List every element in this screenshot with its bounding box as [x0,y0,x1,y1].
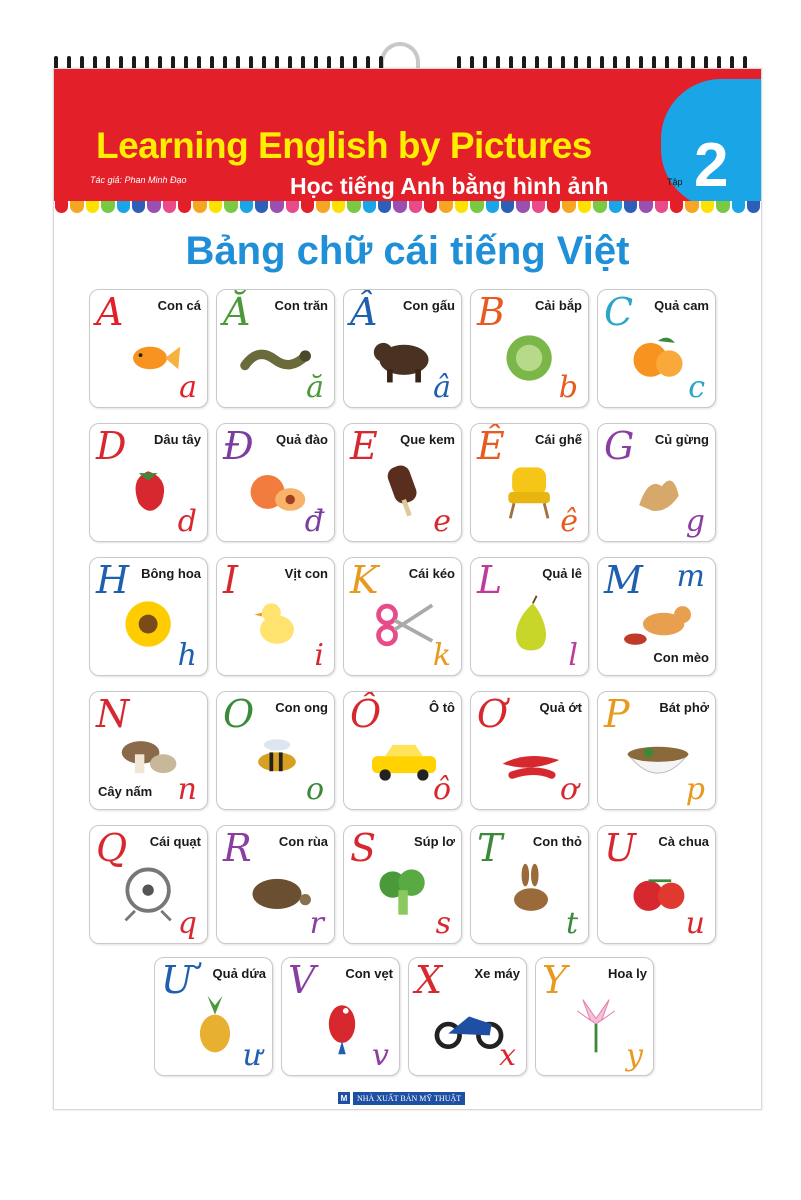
scallop-segment [332,201,345,213]
rabbit-icon [493,860,569,926]
word-label: Quả lê [542,566,582,581]
uppercase-letter: S [350,826,377,870]
lowercase-letter: u [685,906,705,941]
letter-card [597,825,716,944]
word-label: Con mèo [653,650,709,665]
scallop-segment [455,201,468,213]
word-label: Con cá [157,298,201,313]
uppercase-letter: G [604,424,635,468]
alphabet-poster [53,68,762,1110]
scallop-segment [270,201,283,213]
word-label: Cà chua [658,834,709,849]
lowercase-letter: â [433,370,451,405]
lowercase-letter: p [685,772,705,807]
word-label: Cái kéo [408,566,455,581]
scallop-segment [486,201,499,213]
word-label: Hoa ly [607,966,647,981]
parrot-icon [304,992,380,1058]
scallop-segment [316,201,329,213]
letter-card [470,825,589,944]
letter-card [343,557,462,676]
letter-card [216,825,335,944]
uppercase-letter: Đ [223,424,254,468]
scallop-segment [547,201,560,213]
scallop-segment [286,201,299,213]
word-label: Con gấu [403,298,455,313]
letter-card [89,825,208,944]
scallop-segment [255,201,268,213]
scallop-segment [209,201,222,213]
word-label: Dâu tây [154,432,201,447]
scallop-segment [132,201,145,213]
lowercase-letter: b [558,370,578,405]
scallop-segment [101,201,114,213]
scallop-segment [178,201,191,213]
lowercase-letter: i [314,638,324,673]
uppercase-letter: N [96,692,130,736]
publisher-logo: M [338,1092,350,1104]
publisher-name: NHÀ XUẤT BẢN MỸ THUẬT [353,1092,465,1105]
word-label: Cải bắp [535,298,582,313]
letter-card [216,691,335,810]
scallop-segment [578,201,591,213]
uppercase-letter: R [223,826,252,870]
word-label: Ô tô [429,700,455,715]
letter-card [343,691,462,810]
scallop-segment [685,201,698,213]
lowercase-letter: a [179,370,197,405]
uppercase-letter: K [350,558,379,602]
letter-card [470,423,589,542]
volume-number: 2 [694,131,729,200]
lowercase-letter: e [433,504,451,539]
lowercase-letter: đ [304,504,324,539]
letter-card [470,691,589,810]
uppercase-letter: Ô [350,692,382,736]
volume-label: Tập [667,177,683,187]
uppercase-letter: T [477,826,503,870]
letter-card [154,957,273,1076]
scallop-segment [224,201,237,213]
scallop-segment [409,201,422,213]
uppercase-letter: C [604,290,634,334]
uppercase-letter: A [96,290,124,334]
letter-card [281,957,400,1076]
word-label: Con ong [275,700,328,715]
uppercase-letter: H [96,558,130,602]
lowercase-letter: m [676,559,705,594]
lowercase-letter: ă [306,370,324,405]
lowercase-letter: n [177,772,197,807]
letter-card [597,423,716,542]
scallop-segment [655,201,668,213]
scallop-segment [516,201,529,213]
broccoli-icon [366,860,442,926]
word-label: Cây nấm [98,784,153,799]
motorbike-icon [431,992,507,1058]
scallop-segment [439,201,452,213]
scallop-segment [609,201,622,213]
bear-icon [366,324,442,390]
scallop-segment [470,201,483,213]
duckling-icon [239,592,315,658]
poster-header [54,69,761,201]
lowercase-letter: ơ [559,772,578,807]
uppercase-letter: Ê [477,424,505,468]
word-label: Xe máy [474,966,520,981]
scallop-segment [393,201,406,213]
lowercase-letter: h [177,638,197,673]
letter-card [597,691,716,810]
scallop-segment [86,201,99,213]
scallop-segment [363,201,376,213]
uppercase-letter: Y [542,958,568,1002]
lowercase-letter: q [177,906,197,941]
letter-card [343,289,462,408]
letter-card [470,289,589,408]
pho-bowl-icon [620,726,696,792]
lowercase-letter: r [309,906,324,941]
lily-icon [558,992,634,1058]
word-label: Quả ớt [539,700,582,715]
goldfish-icon [112,324,188,390]
uppercase-letter: X [415,958,443,1002]
letter-card [597,557,716,676]
scallop-segment [732,201,745,213]
scallop-segment [347,201,360,213]
letter-card [89,423,208,542]
scallop-segment [301,201,314,213]
uppercase-letter: Ư [161,958,194,1002]
lowercase-letter: k [432,638,451,673]
lowercase-letter: x [499,1038,516,1073]
scallop-segment [670,201,683,213]
scallop-segment [532,201,545,213]
scallop-segment [716,201,729,213]
word-label: Quả cam [654,298,709,313]
letter-card [408,957,527,1076]
uppercase-letter: L [477,558,503,602]
uppercase-letter: P [604,692,630,736]
lowercase-letter: l [568,638,578,673]
word-label: Bông hoa [141,566,201,581]
word-label: Quả đào [275,432,328,447]
lowercase-letter: ư [242,1038,262,1073]
scalloped-border [54,201,761,217]
uppercase-letter: O [223,692,255,736]
word-label: Con rùa [278,834,328,849]
letter-card [89,557,208,676]
lowercase-letter: t [565,906,578,941]
uppercase-letter: Â [350,290,378,334]
lowercase-letter: c [688,370,705,405]
letter-card [89,289,208,408]
uppercase-letter: Q [96,826,128,870]
scallop-segment [424,201,437,213]
scallop-segment [501,201,514,213]
letter-card [535,957,654,1076]
author-credit: Tác giả: Phan Minh Đạo [90,175,187,185]
lowercase-letter: g [685,504,705,539]
scallop-segment [378,201,391,213]
letter-card [89,691,208,810]
letter-card [343,423,462,542]
word-label: Cái quạt [149,834,201,849]
lowercase-letter: ê [560,504,578,539]
uppercase-letter: B [477,290,505,334]
scallop-segment [747,201,760,213]
python-icon [239,324,315,390]
uppercase-letter: V [288,958,316,1002]
word-label: Con trăn [274,298,328,313]
publisher-mark [338,1091,465,1105]
word-label: Con thỏ [532,834,582,849]
uppercase-letter: I [223,558,239,602]
scallop-segment [701,201,714,213]
uppercase-letter: M [604,558,643,602]
uppercase-letter: E [350,424,378,468]
title-vietnamese: Học tiếng Anh bằng hình ảnh [290,173,609,199]
lowercase-letter: v [372,1038,389,1073]
letter-card [343,825,462,944]
word-label: Cái ghế [535,432,582,447]
scallop-segment [70,201,83,213]
pear-icon [493,592,569,658]
word-label: Súp lơ [413,834,455,849]
lowercase-letter: y [626,1038,643,1073]
word-label: Quả dứa [212,966,266,981]
letter-card [597,289,716,408]
scallop-segment [117,201,130,213]
word-label: Bát phở [659,700,709,715]
scallop-segment [639,201,652,213]
letter-card [216,423,335,542]
lowercase-letter: s [435,906,451,941]
uppercase-letter: Ơ [477,692,509,736]
lowercase-letter: ô [432,772,451,807]
title-english: Learning English by Pictures [96,125,592,166]
scallop-segment [193,201,206,213]
scallop-segment [55,201,68,213]
word-label: Củ gừng [654,432,709,447]
uppercase-letter: D [96,424,127,468]
word-label: Vịt con [284,566,328,581]
word-label: Que kem [400,432,455,447]
scallop-segment [624,201,637,213]
scallop-segment [562,201,575,213]
scallop-segment [593,201,606,213]
letter-card [216,289,335,408]
word-label: Con vẹt [345,966,393,981]
scallop-segment [163,201,176,213]
letter-card [470,557,589,676]
lowercase-letter: d [177,504,197,539]
uppercase-letter: Ă [223,290,251,334]
lowercase-letter: o [305,772,324,807]
letter-card [216,557,335,676]
scallop-segment [147,201,160,213]
scallop-segment [240,201,253,213]
page-title: Bảng chữ cái tiếng Việt [185,229,630,273]
uppercase-letter: U [604,826,637,870]
